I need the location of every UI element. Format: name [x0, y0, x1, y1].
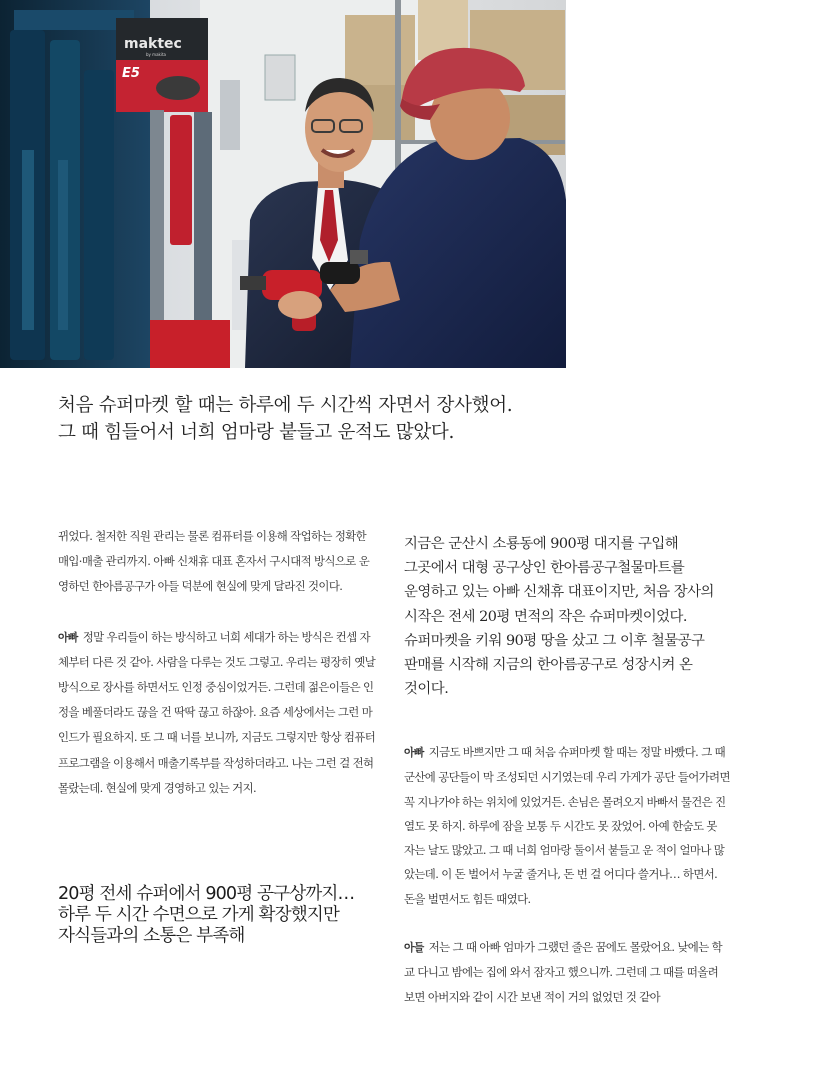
intro-line-7: 것이다. — [404, 681, 449, 698]
left-paragraph-1: 뀌었다. 철저한 직원 관리는 물론 컴퓨터를 이용해 작업하는 정확한 매입·매출 관리까지. 아빠 신채휴 대표 혼자서 구시대적 방식으로 운영하던 한아름공구가 아들 덕분에 현실에 맞게 달라진 것이다. — [58, 529, 370, 594]
right-paragraph-2 — [404, 935, 730, 1009]
store-scene-image — [0, 0, 566, 368]
section-subheading — [58, 884, 388, 947]
speaker-label: 아빠 — [404, 746, 424, 759]
pull-quote-line-2: 그 때 힘들어서 너희 엄마랑 붙들고 운적도 많았다. — [58, 422, 455, 443]
speaker-label: 아빠 — [58, 630, 78, 644]
intro-line-5: 슈퍼마켓을 키워 90평 땅을 샀고 그 이후 철물공구 — [404, 632, 705, 649]
left-paragraph-2 — [58, 625, 376, 801]
box-brand-label: maktec — [124, 36, 182, 52]
speaker-label: 아들 — [404, 941, 424, 955]
left-column — [58, 524, 376, 826]
left-paragraph-2-text: 정말 우리들이 하는 방식하고 너희 세대가 하는 방식은 컨셉 자체부터 다른 것 같아. 사람을 다루는 것도 그렇고. 우리는 평장히 옛날 방식으로 장사를 하면서도 인정 중심이었거든. 그런데 젊은이들은 인정을 베풀더라도 끊을 건 딱딱 끊고 하잖아. 요즘 세상에서는 그런 마인드가 필요하지. 또 그 때 너를 보니까, 지금도 그렇지만 항상 컴퓨터 프로그램을 이용해서 매출기록부를 작성하더라고. 나는 그런 걸 전혀 몰랐는데. 현실에 맞게 경영하고 있는 거지. — [58, 629, 376, 795]
subheading-line-3: 자식들과의 소통은 부족해 — [58, 926, 245, 946]
right-paragraph-1-text: 지금도 바쁘지만 그 때 처음 슈퍼마켓 할 때는 정말 바빴다. 그 때 군산에 공단들이 막 조성되던 시기였는데 우리 가게가 공단 들어가려면 꼭 지나가야 하는 위치에 있었거든. 손님은 몰려오지 바빠서 물건은 진열도 못 하지. 하루에 잠을 보통 두 시간도 못 잤었어. 아예 한숨도 못 자는 날도 많았고. 그 때 너희 엄마랑 둘이서 붙들고 운 적이 얼마나 많았는데. 이 돈 벌어서 누굴 줄거나, 돈 번 걸 어디다 쓸거나… 하면서. 돈을 벌면서도 힘든 때였다. — [404, 745, 730, 906]
intro-line-1: 지금은 군산시 소룡동에 900평 대지를 구입해 — [404, 536, 679, 552]
subheading-line-2: 하루 두 시간 수면으로 가게 확장했지만 — [58, 905, 339, 925]
subheading-line-1: 20평 전세 슈퍼에서 900평 공구상까지… — [58, 884, 355, 904]
box-brand-sub-label: by makita — [146, 52, 166, 57]
intro-line-3: 운영하고 있는 아빠 신채휴 대표이지만, 처음 장사의 — [404, 584, 714, 601]
right-paragraph-2-text: 저는 그 때 아빠 엄마가 그랬던 줄은 꿈에도 몰랐어요. 낮에는 학교 다니고 밤에는 집에 와서 잠자고 했으니까. 그런데 그 때를 떠올려 보면 아버지와 같이 시간 보낸 적이 거의 없었던 것 같아 — [404, 940, 723, 1004]
intro-line-2: 그곳에서 대형 공구상인 한아름공구철물마트를 — [404, 560, 685, 577]
pull-quote-line-1: 처음 슈퍼마켓 할 때는 하루에 두 시간씩 자면서 장사했어. — [58, 395, 513, 416]
intro-line-4: 시작은 전세 20평 면적의 작은 슈퍼마켓이었다. — [404, 608, 687, 625]
intro-paragraph — [404, 532, 734, 701]
intro-line-6: 판매를 시작해 지금의 한아름공구로 성장시켜 온 — [404, 657, 693, 674]
pull-quote — [58, 392, 758, 446]
right-column — [404, 740, 730, 1033]
hero-photo — [0, 0, 566, 368]
right-paragraph-1 — [404, 740, 730, 911]
box-model-label: E5 — [122, 66, 140, 81]
